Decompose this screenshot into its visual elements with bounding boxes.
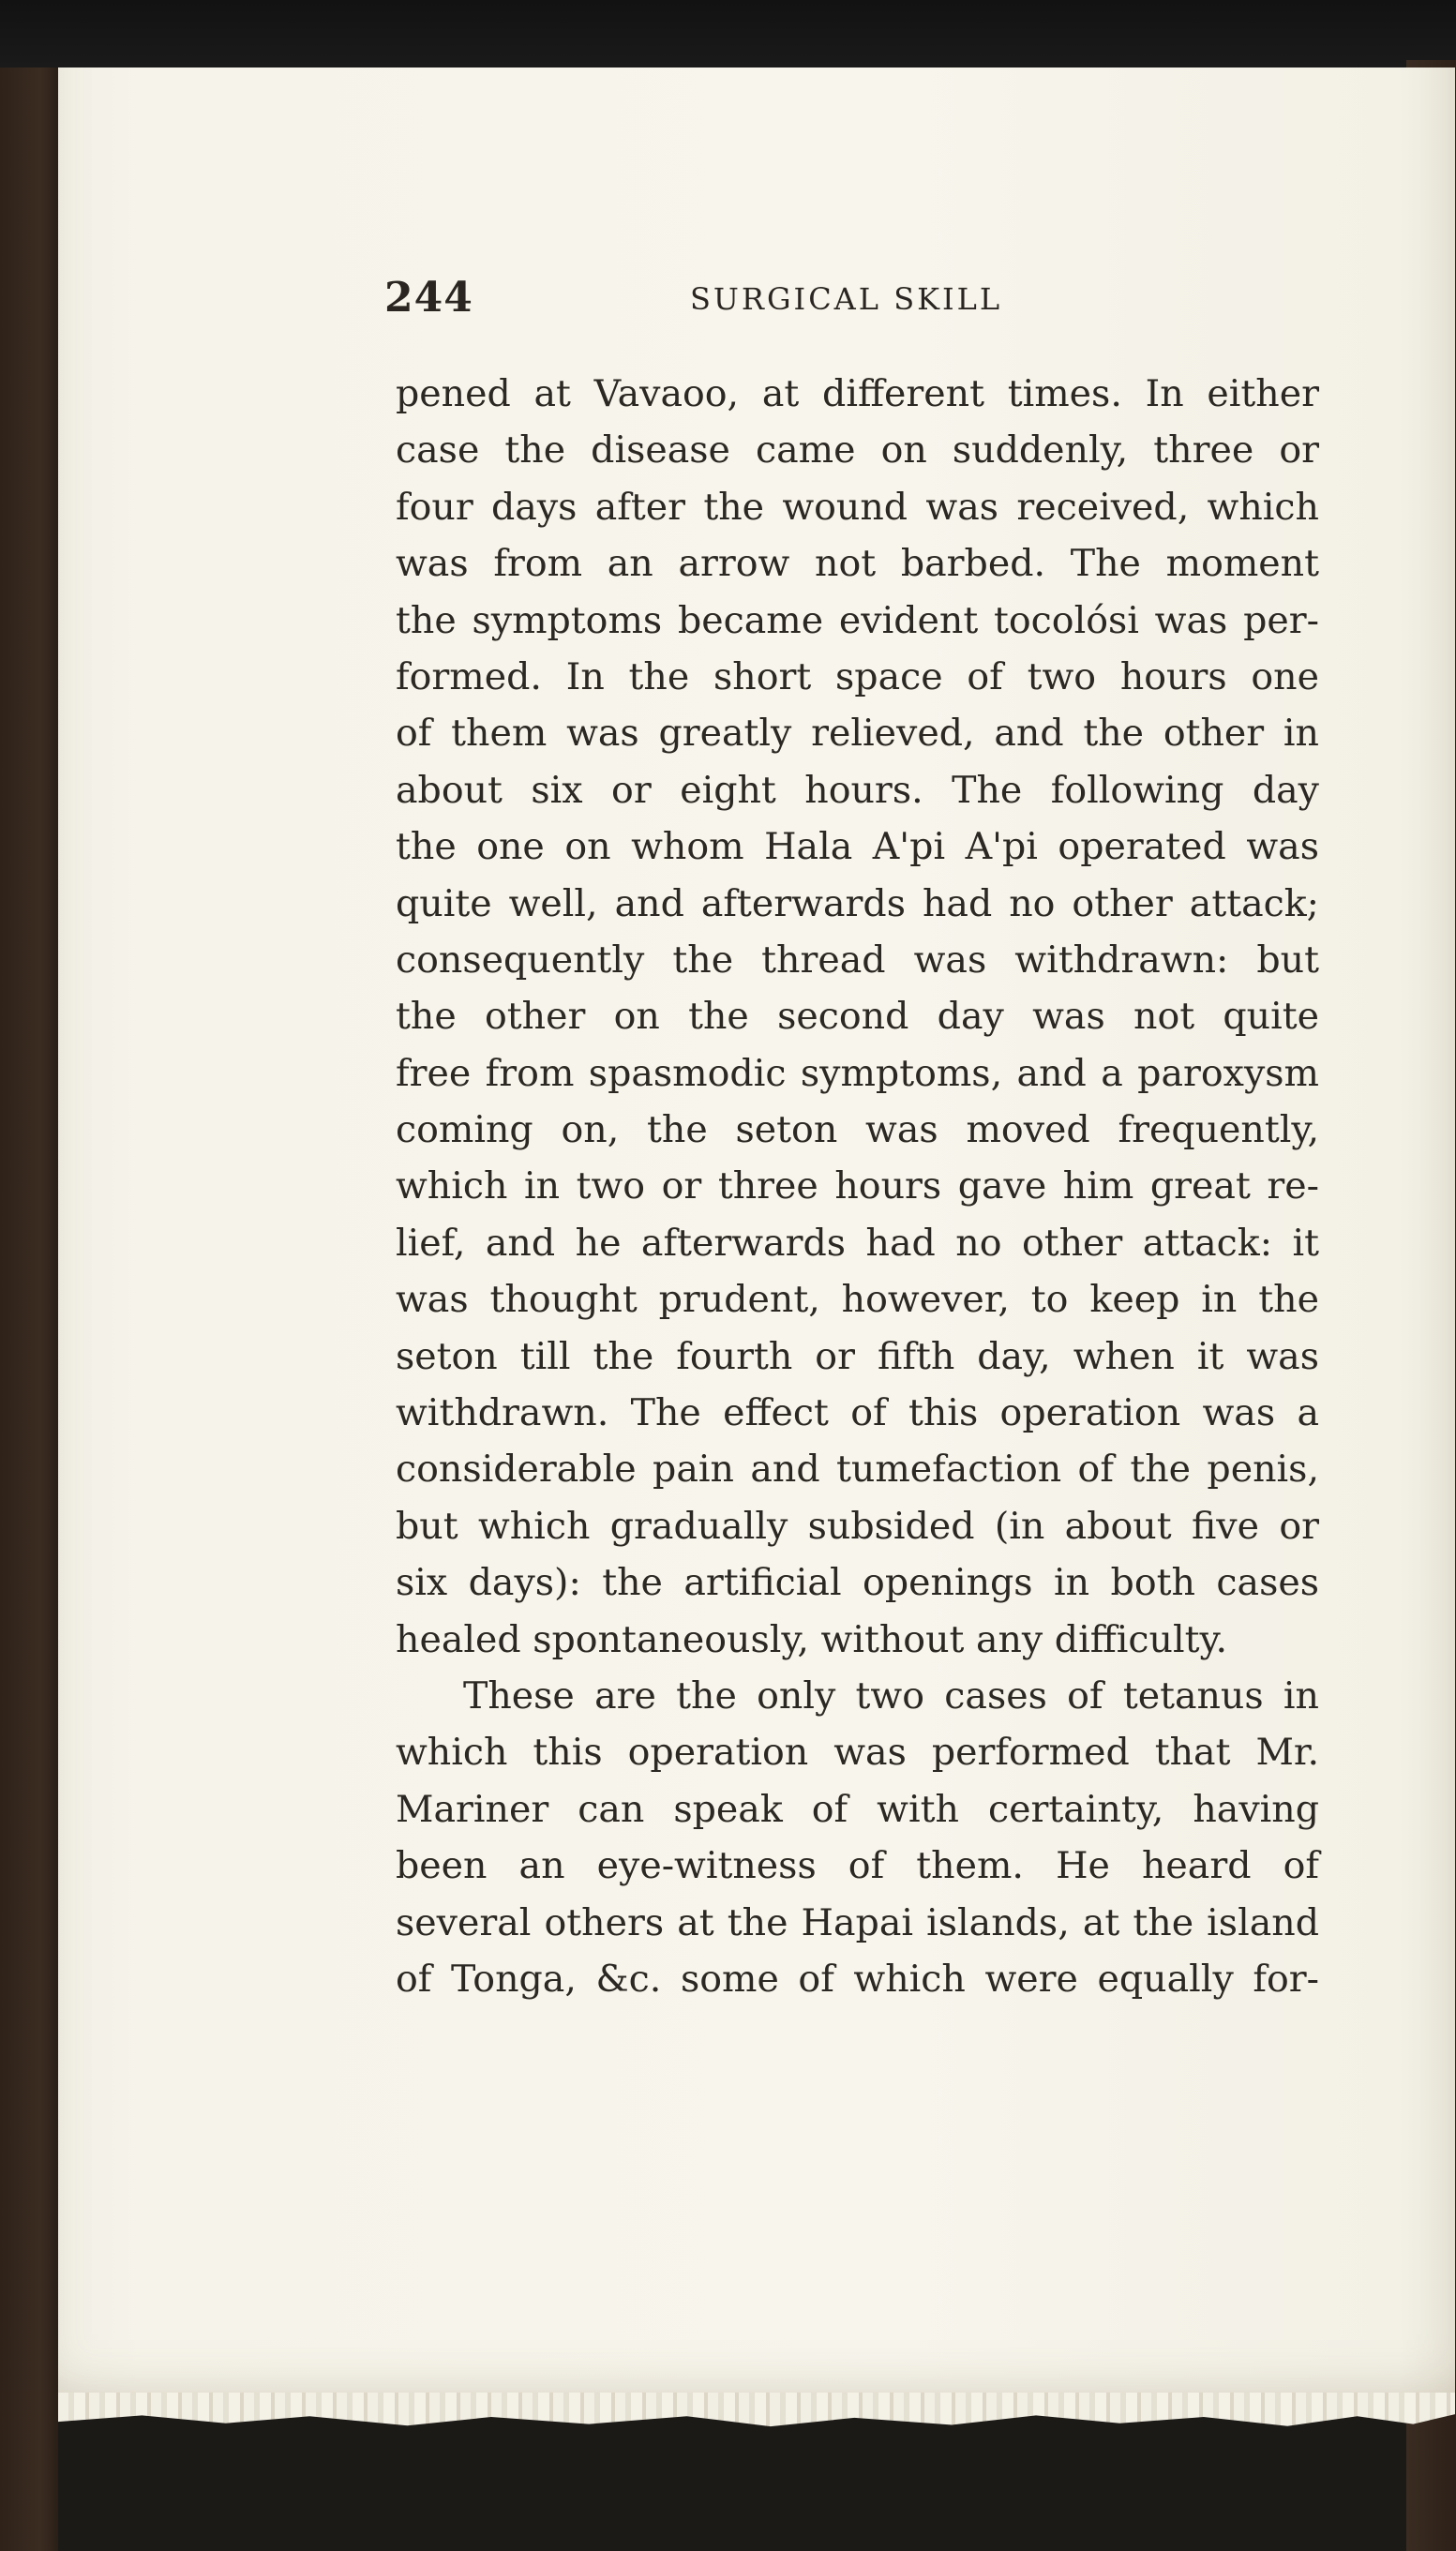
book-cover-left-edge bbox=[0, 68, 58, 2551]
text-line: free from spasmodic symptoms, and a paroxysm bbox=[396, 1051, 1319, 1095]
paragraph-1 bbox=[396, 366, 1319, 1668]
text-line: quite well, and afterwards had no other attack; bbox=[396, 881, 1319, 925]
text-line: was from an arrow not barbed. The moment bbox=[396, 542, 1319, 586]
text-line: of them was greatly relieved, and the other in bbox=[396, 712, 1319, 756]
text-line: withdrawn. The effect of this operation was a bbox=[396, 1391, 1319, 1435]
scan-background-top bbox=[0, 0, 1456, 68]
text-line: coming on, the seton was moved frequently, bbox=[396, 1108, 1319, 1152]
text-line: was thought prudent, however, to keep in the bbox=[396, 1278, 1319, 1322]
body-text bbox=[396, 366, 1319, 2007]
text-line: seton till the fourth or fifth day, when it was bbox=[396, 1334, 1319, 1378]
text-line: the symptoms became evident tocolósi was per- bbox=[396, 598, 1319, 642]
text-line: of Tonga, &c. some of which were equally for- bbox=[396, 1957, 1319, 2001]
text-line: These are the only two cases of tetanus in bbox=[463, 1673, 1319, 1718]
text-line: Mariner can speak of with certainty, having bbox=[396, 1787, 1319, 1831]
text-line: about six or eight hours. The following day bbox=[396, 768, 1319, 812]
page-bottom-edge bbox=[58, 2393, 1455, 2432]
text-line: been an eye-witness of them. He heard of bbox=[396, 1844, 1319, 1888]
text-line: healed spontaneously, without any difficulty. bbox=[396, 1617, 1228, 1661]
text-line: considerable pain and tumefaction of the penis, bbox=[396, 1448, 1319, 1492]
text-line: four days after the wound was received, which bbox=[396, 485, 1319, 529]
paragraph-2 bbox=[396, 1668, 1319, 2007]
text-line: lief, and he afterwards had no other attack: it bbox=[396, 1221, 1319, 1265]
page-number: 244 bbox=[384, 274, 473, 322]
text-line: which in two or three hours gave him great re- bbox=[396, 1164, 1319, 1208]
text-line: which this operation was performed that Mr. bbox=[396, 1731, 1319, 1775]
text-line: pened at Vavaoo, at different times. In either bbox=[396, 372, 1319, 415]
text-line: consequently the thread was withdrawn: but bbox=[396, 938, 1319, 982]
text-line: the other on the second day was not quite bbox=[396, 995, 1319, 1039]
text-line: the one on whom Hala A'pi A'pi operated was bbox=[396, 825, 1319, 869]
running-head: SURGICAL SKILL bbox=[690, 281, 1003, 317]
page-header bbox=[384, 274, 1022, 330]
text-line: six days): the artificial openings in both cases bbox=[396, 1561, 1319, 1605]
text-line: formed. In the short space of two hours one bbox=[396, 654, 1319, 698]
text-line: but which gradually subsided (in about five or bbox=[396, 1504, 1319, 1548]
text-line: case the disease came on suddenly, three or bbox=[396, 428, 1319, 473]
text-line: several others at the Hapai islands, at the island bbox=[396, 1900, 1319, 1944]
